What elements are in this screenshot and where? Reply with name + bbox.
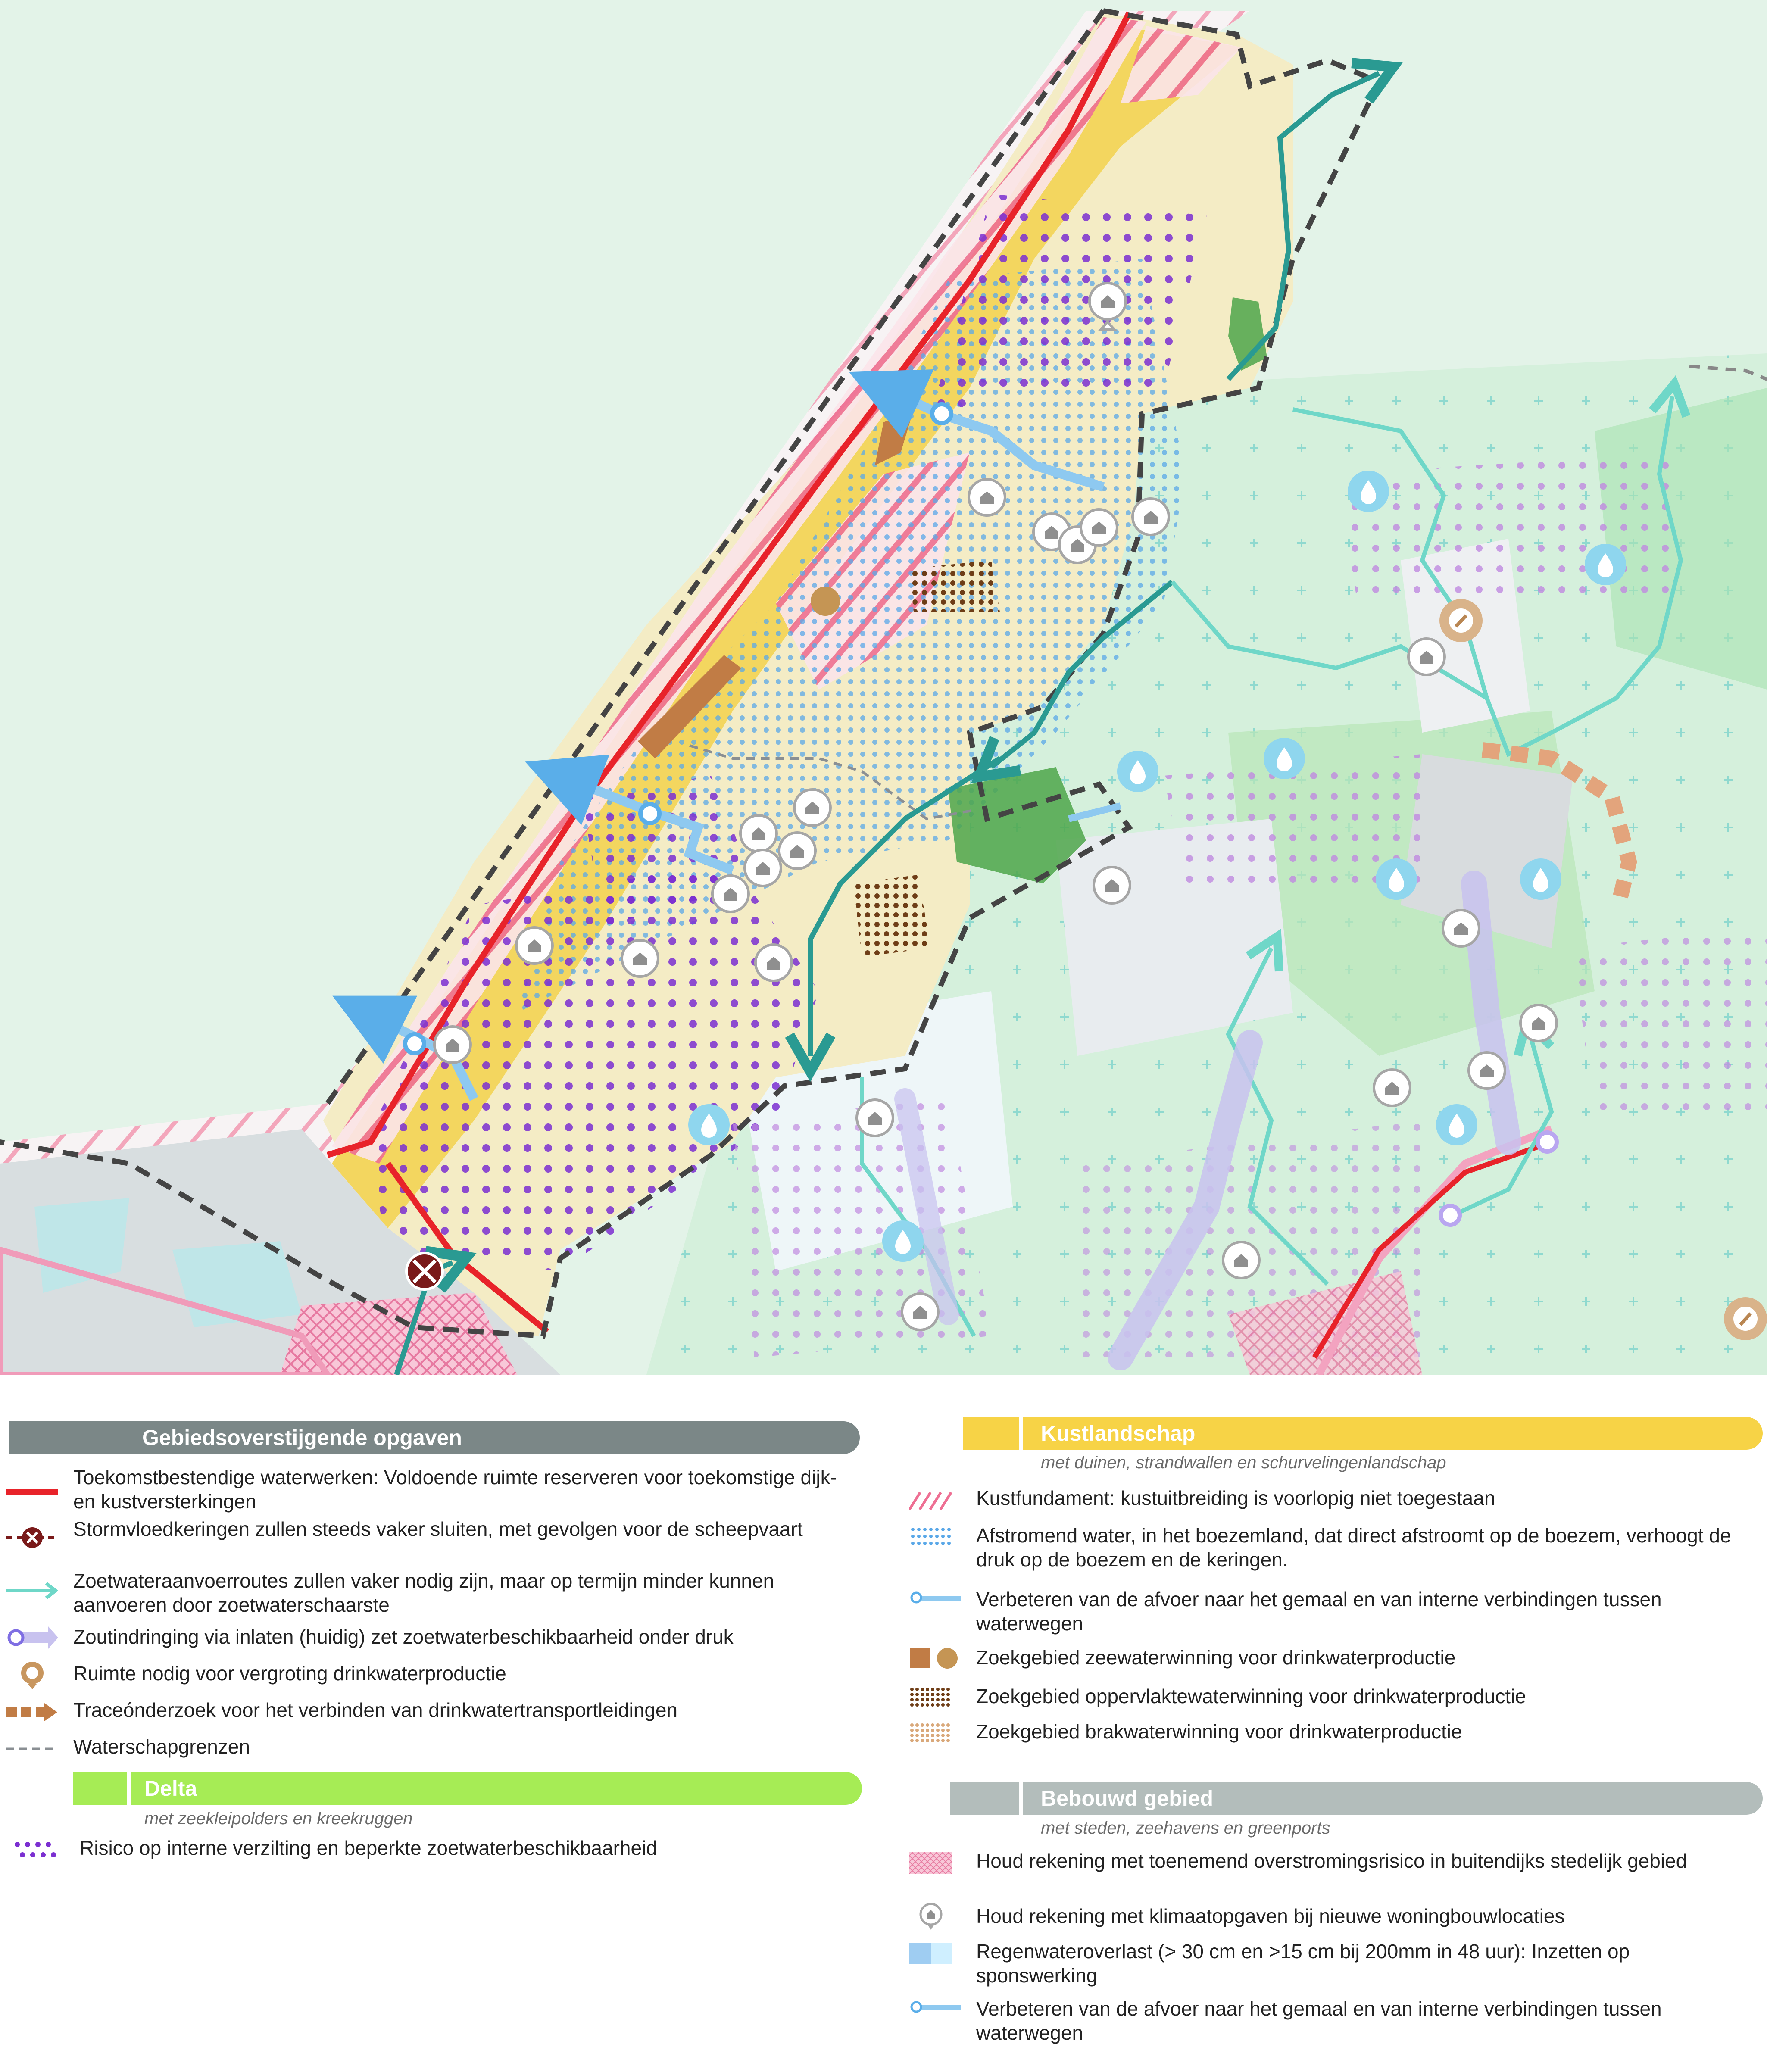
woningbouw-icon — [1520, 1005, 1557, 1041]
drinkwater-druppel-icon — [688, 1104, 730, 1145]
woningbouw-icon — [1094, 867, 1130, 903]
legend-delta-header — [73, 1772, 862, 1805]
legend-item-zeewaterwinning: Zoekgebied zeewaterwinning voor drinkwaterproductie — [976, 1646, 1456, 1669]
woningbouw-icon — [756, 945, 792, 981]
woningbouw-icon — [1081, 509, 1117, 546]
verzilting-dots-delta — [1336, 452, 1681, 603]
verzilting-dots-delta — [1573, 927, 1767, 1120]
legend-item-zoutindringing: Zoutindringing via inlaten (huidig) zet zoetwaterbeschikbaarheid onder druk — [73, 1626, 734, 1648]
pink-crosshatch-icon — [909, 1850, 961, 1880]
legend-kust-title: Kustlandschap — [1041, 1421, 1196, 1445]
woningbouw-icon — [1469, 1052, 1505, 1089]
gemaal-icon — [405, 1034, 424, 1053]
regenwater-squares-icon — [909, 1939, 961, 1969]
legend-gebiedsoverstijgend-header — [9, 1421, 860, 1454]
woningbouw-pin-icon — [909, 1901, 961, 1932]
legend-delta-title: Delta — [144, 1776, 197, 1801]
drinkwater-druppel-icon — [1376, 858, 1417, 900]
gemaal-icon — [640, 804, 659, 823]
woningbouw-icon — [622, 940, 658, 977]
brown-dashed-arrow-icon — [6, 1697, 58, 1727]
purple-dots-icon — [13, 1835, 65, 1865]
drinkwater-druppel-icon — [1348, 471, 1389, 512]
legend-item-stormvloedkering: Stormvloedkeringen zullen steeds vaker sluiten, met gevolgen voor de scheepvaart — [73, 1518, 803, 1540]
drinkwater-druppel-icon — [1117, 751, 1158, 792]
legend-bebouwd-header — [950, 1782, 1763, 1815]
legend-bebouwd-title: Bebouwd gebied — [1041, 1786, 1213, 1810]
woningbouw-icon — [516, 927, 553, 964]
legend-item-afvoer-bebouwd: Verbeteren van de afvoer naar het gemaal en van interne verbindingen tussen waterwegen — [976, 1997, 1662, 2044]
legend-kust-subtitle: met duinen, strandwallen en schurvelingenlandschap — [1041, 1453, 1446, 1472]
stormvloedkering-icon — [406, 1253, 443, 1289]
legend-item-kustfundament: Kustfundament: kustuitbreiding is voorlopig niet toegestaan — [976, 1487, 1495, 1509]
zeewaterwinning-point — [811, 587, 840, 616]
drinkwater-druppel-icon — [1264, 738, 1305, 779]
legend-item-waterschapgrenzen: Waterschapgrenzen — [73, 1735, 250, 1758]
legend — [0, 1375, 1767, 2072]
woningbouw-icon — [712, 876, 749, 912]
legend-item-buitendijks: Houd rekening met toenemend overstromingsrisico in buitendijks stedelijk gebied — [976, 1850, 1687, 1872]
drinkwater-druppel-icon — [1520, 858, 1561, 900]
teal-arrow-icon — [6, 1576, 58, 1606]
woningbouw-icon — [969, 479, 1005, 515]
afvoer-line-icon — [909, 1997, 961, 2028]
legend-item-waterwerken: Toekomstbestendige waterwerken: Voldoende ruimte reserveren voor toekomstige dijk- en kustversterkingen — [73, 1466, 837, 1513]
drinkwater-druppel-icon — [1436, 1104, 1477, 1145]
legend-item-oppervlaktewaterwinning: Zoekgebied oppervlaktewaterwinning voor drinkwaterproductie — [976, 1685, 1526, 1707]
oppervlaktewaterwinning-area — [853, 875, 931, 957]
woningbouw-icon — [779, 833, 815, 869]
woningbouw-icon — [1223, 1242, 1259, 1278]
drinkwaterproductie-pin-icon — [6, 1659, 58, 1689]
light-brown-dots-icon — [909, 1717, 961, 1747]
legend-item-drinkwaterproductie: Ruimte nodig voor vergroting drinkwaterproductie — [73, 1662, 506, 1685]
inlaat-icon — [1538, 1133, 1557, 1151]
gray-dash-icon — [6, 1734, 58, 1764]
woningbouw-icon — [1133, 499, 1169, 535]
woningbouw-icon — [1443, 910, 1479, 946]
legend-gebiedsoverstijgend-title: Gebiedsoverstijgende opgaven — [142, 1426, 462, 1450]
legend-delta-subtitle: met zeekleipolders en kreekruggen — [144, 1809, 413, 1828]
zoutindringing-arrow-icon — [6, 1623, 58, 1653]
afvoer-line-icon — [909, 1588, 961, 1618]
woningbouw-icon — [740, 815, 777, 852]
legend-item-brakwaterwinning: Zoekgebied brakwaterwinning voor drinkwaterproductie — [976, 1720, 1462, 1743]
woningbouw-icon — [1408, 639, 1445, 675]
drinkwaterproductie-icon — [1724, 1297, 1767, 1340]
legend-item-afvoer-kust: Verbeteren van de afvoer naar het gemaal en van interne verbindingen tussen waterwegen — [976, 1588, 1662, 1635]
woningbouw-icon — [745, 850, 781, 886]
legend-kust-header — [963, 1417, 1763, 1450]
woningbouw-icon — [1374, 1070, 1410, 1106]
drinkwater-druppel-icon — [1585, 544, 1626, 585]
gemaal-icon — [932, 404, 951, 423]
stormvloedkering-icon — [6, 1523, 58, 1553]
woningbouw-icon — [434, 1027, 471, 1063]
legend-item-zoetwater: Zoetwateraanvoerroutes zullen vaker nodig zijn, maar op termijn minder kunnen aanvoeren door zoetwaterschaarste — [73, 1570, 774, 1616]
legend-item-traceonderzoek: Traceónderzoek voor het verbinden van drinkwatertransportleidingen — [73, 1699, 678, 1721]
drinkwaterproductie-icon — [1439, 599, 1483, 642]
legend-bebouwd-subtitle: met steden, zeehavens en greenports — [1041, 1819, 1330, 1838]
drinkwater-druppel-icon — [882, 1220, 924, 1262]
legend-item-verzilting: Risico op interne verzilting en beperkte zoetwaterbeschikbaarheid — [80, 1837, 657, 1859]
inlaat-icon — [1441, 1206, 1460, 1225]
legend-item-woningbouw: Houd rekening met klimaatopgaven bij nieuwe woningbouwlocaties — [976, 1905, 1565, 1927]
woningbouw-icon — [794, 789, 830, 826]
pink-hatch-icon — [909, 1486, 961, 1516]
zeewater-square-circle-icon — [909, 1644, 961, 1674]
woningbouw-icon — [857, 1100, 893, 1136]
legend-item-regenwateroverlast: Regenwateroverlast (> 30 cm en >15 cm bij 200mm in 48 uur): Inzetten op sponswerking — [976, 1940, 1630, 1987]
blue-dots-icon — [909, 1523, 961, 1554]
red-line-icon — [6, 1477, 58, 1507]
dark-brown-dots-icon — [909, 1682, 961, 1712]
oppervlaktewaterwinning-area — [909, 560, 1000, 612]
legend-item-afstromend-water: Afstromend water, in het boezemland, dat direct afstroomt op de boezem, verhoogt de druk op de boezem en de keringen. — [976, 1524, 1731, 1571]
woningbouw-icon — [902, 1294, 938, 1330]
